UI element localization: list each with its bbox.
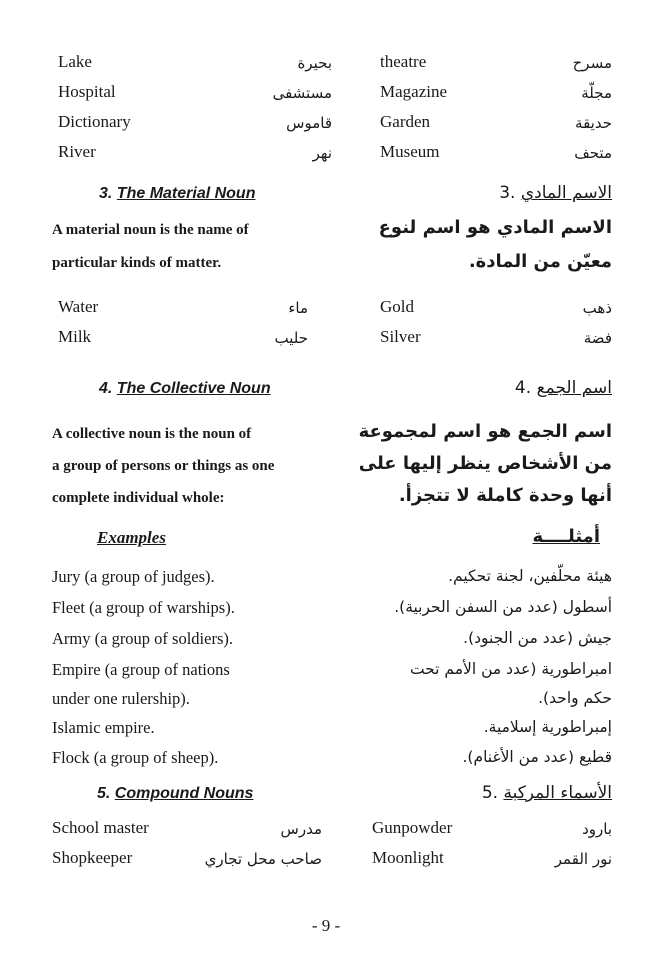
section-title: The Collective Noun — [116, 380, 271, 397]
section-heading-en — [99, 380, 271, 398]
word-ar: قاموس — [286, 114, 332, 132]
word-en: Lake — [58, 52, 92, 71]
word-ar: فضة — [583, 329, 612, 347]
examples-heading-en: Examples — [97, 528, 166, 547]
word-ar: حليب — [274, 329, 308, 347]
section-number: 4. — [99, 380, 113, 397]
word-ar: مسرح — [572, 54, 612, 72]
word-en: Shopkeeper — [52, 848, 133, 867]
examples-heading-ar: أمثلــــة — [532, 526, 600, 547]
definition-en-line: a group of persons or things as one — [52, 458, 275, 474]
word-ar: حديقة — [575, 114, 612, 132]
example-en: Flock (a group of sheep). — [52, 748, 219, 767]
definition-ar-line: معيّن من المادة. — [468, 251, 612, 272]
example-ar: أسطول (عدد من السفن الحربية). — [394, 598, 612, 616]
word-ar: مدرس — [280, 820, 322, 838]
example-ar: امبراطورية (عدد من الأمم تحت — [409, 660, 612, 678]
example-en: Jury (a group of judges). — [52, 567, 215, 586]
section-number: 5. — [97, 785, 111, 802]
word-en: River — [58, 142, 96, 161]
section-heading-ar — [499, 183, 612, 203]
word-en: Museum — [380, 142, 440, 161]
word-en: Moonlight — [372, 848, 444, 867]
word-en: Dictionary — [58, 112, 131, 131]
section-heading-en — [99, 185, 255, 203]
section-heading-ar — [515, 378, 612, 398]
section-heading-ar — [482, 783, 612, 803]
word-en: Gunpowder — [372, 818, 453, 837]
word-ar: ماء — [288, 299, 308, 317]
word-en: theatre — [380, 52, 427, 71]
example-ar: جيش (عدد من الجنود). — [463, 629, 612, 647]
page-number: - 9 - — [311, 916, 341, 935]
word-en: Milk — [58, 327, 92, 346]
definition-ar-line: اسم الجمع هو اسم لمجموعة — [358, 421, 612, 442]
section-heading-en — [97, 785, 253, 803]
word-en: Magazine — [380, 82, 448, 101]
definition-en-line: A collective noun is the noun of — [52, 426, 252, 442]
definition-en-line: particular kinds of matter. — [52, 255, 222, 271]
word-en: Gold — [380, 297, 414, 316]
word-ar: نهر — [312, 144, 332, 162]
example-ar: هيئة محلّفين، لجنة تحكيم. — [448, 567, 612, 585]
example-en: Empire (a group of nations — [52, 660, 230, 679]
definition-ar-line: من الأشخاص ينظر إليها على — [358, 453, 612, 474]
section-title-ar: الأسماء المركبة — [503, 783, 612, 803]
example-en: under one rulership). — [52, 689, 190, 708]
example-en: Fleet (a group of warships). — [52, 598, 235, 617]
definition-en-line: complete individual whole: — [52, 490, 225, 506]
word-ar: بحيرة — [297, 54, 332, 72]
word-ar: بارود — [582, 820, 612, 838]
word-ar: ذهب — [582, 299, 612, 317]
word-ar: مستشفى — [272, 84, 332, 102]
word-ar: متحف — [574, 144, 612, 162]
section-number: 3. — [99, 185, 113, 202]
example-ar: إمبراطورية إسلامية. — [483, 718, 612, 736]
word-ar: صاحب محل تجاري — [204, 850, 322, 868]
section-title: The Material Noun — [116, 185, 256, 202]
section-title-ar: اسم الجمع — [536, 378, 612, 398]
section-number-ar: .5 — [481, 783, 499, 803]
definition-ar-line: أنها وحدة كاملة لا تتجزأ. — [398, 485, 612, 506]
word-en: Water — [58, 297, 99, 316]
example-ar: قطيع (عدد من الأغنام). — [462, 748, 612, 766]
word-ar: مجلّة — [581, 84, 612, 102]
word-en: Garden — [380, 112, 431, 131]
definition-ar-line: الاسم المادي هو اسم لنوع — [378, 217, 612, 238]
example-en: Islamic empire. — [52, 718, 155, 737]
word-en: School master — [52, 818, 149, 837]
section-number-ar: .4 — [514, 378, 532, 398]
section-title: Compound Nouns — [114, 785, 254, 802]
example-en: Army (a group of soldiers). — [52, 629, 234, 648]
word-ar: نور القمر — [554, 850, 612, 868]
word-en: Hospital — [58, 82, 116, 101]
section-number-ar: .3 — [499, 183, 516, 203]
definition-en-line: A material noun is the name of — [52, 222, 249, 238]
example-ar: حكم واحد). — [538, 689, 612, 707]
word-en: Silver — [380, 327, 421, 346]
section-title-ar: الاسم المادي — [520, 183, 612, 203]
